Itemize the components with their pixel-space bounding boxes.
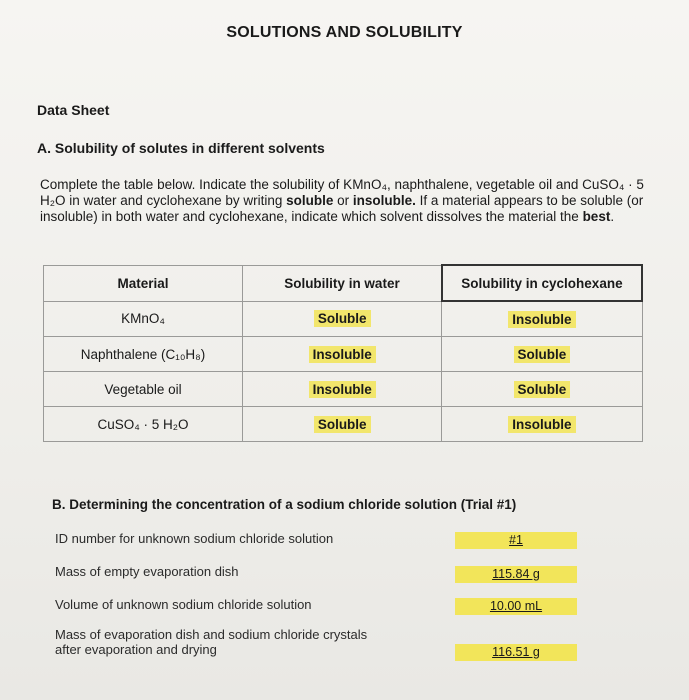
dish-crystals-mass-answer[interactable]: 116.51 g	[455, 644, 577, 661]
data-sheet-heading: Data Sheet	[37, 102, 110, 118]
instructions-bold-soluble: soluble	[286, 193, 334, 208]
table-row	[44, 407, 643, 442]
header-material: Material	[44, 265, 243, 301]
cyclohexane-cell[interactable]	[442, 301, 642, 337]
water-cell[interactable]	[243, 337, 442, 372]
cyclohexane-cell[interactable]	[442, 407, 642, 442]
water-cell[interactable]	[243, 407, 442, 442]
instructions-text-2: or	[333, 193, 353, 208]
table-row	[44, 372, 643, 407]
cyclohexane-answer: Insoluble	[508, 311, 575, 328]
id-number-label: ID number for unknown sodium chloride solution	[55, 531, 334, 546]
cyclohexane-cell[interactable]	[442, 372, 642, 407]
water-answer: Insoluble	[309, 346, 376, 363]
section-a-heading: A. Solubility of solutes in different solvents	[37, 140, 325, 156]
water-cell[interactable]	[243, 301, 442, 337]
dish-crystals-mass-label-line2: after evaporation and drying	[55, 642, 217, 657]
section-b-heading: B. Determining the concentration of a sodium chloride solution (Trial #1)	[52, 497, 517, 512]
water-cell[interactable]	[243, 372, 442, 407]
cyclohexane-answer: Soluble	[514, 381, 571, 398]
water-answer: Insoluble	[309, 381, 376, 398]
empty-dish-mass-label: Mass of empty evaporation dish	[55, 564, 239, 579]
instructions-text-4: .	[610, 209, 615, 224]
material-cell: KMnO₄	[44, 301, 243, 337]
instructions-text-1: Complete the table below. Indicate the solubility of KMnO₄, naphthalene, vegetable oil and CuSO₄ · 5 H₂O in water and cyclohexane by writing	[40, 177, 644, 208]
table-header-row	[44, 265, 643, 301]
material-cell: Naphthalene (C₁₀H₈)	[44, 337, 243, 372]
section-a-instructions	[40, 177, 650, 225]
dish-crystals-mass-label-line1: Mass of evaporation dish and sodium chloride crystals	[55, 627, 368, 642]
id-number-answer[interactable]: #1	[455, 532, 577, 549]
page-title: SOLUTIONS AND SOLUBILITY	[226, 24, 463, 41]
cyclohexane-answer: Soluble	[514, 346, 571, 363]
cyclohexane-cell[interactable]	[442, 337, 642, 372]
water-answer: Soluble	[314, 310, 371, 327]
table-row	[44, 301, 643, 337]
header-cyclohexane: Solubility in cyclohexane	[442, 265, 642, 301]
cyclohexane-answer: Insoluble	[508, 416, 575, 433]
material-cell: CuSO₄ · 5 H₂O	[44, 407, 243, 442]
header-water: Solubility in water	[243, 265, 442, 301]
water-answer: Soluble	[314, 416, 371, 433]
instructions-bold-best: best	[582, 209, 611, 224]
empty-dish-mass-answer[interactable]: 115.84 g	[455, 566, 577, 583]
table-row	[44, 337, 643, 372]
material-cell: Vegetable oil	[44, 372, 243, 407]
solution-volume-label: Volume of unknown sodium chloride solution	[55, 597, 312, 612]
instructions-text-3: If a material appears to be soluble (or insoluble) in both water and cyclohexane, indicate which solvent dissolves the material the	[40, 193, 644, 224]
solution-volume-answer[interactable]: 10.00 mL	[455, 598, 577, 615]
instructions-bold-insoluble: insoluble.	[352, 193, 416, 208]
solubility-table	[43, 264, 643, 442]
